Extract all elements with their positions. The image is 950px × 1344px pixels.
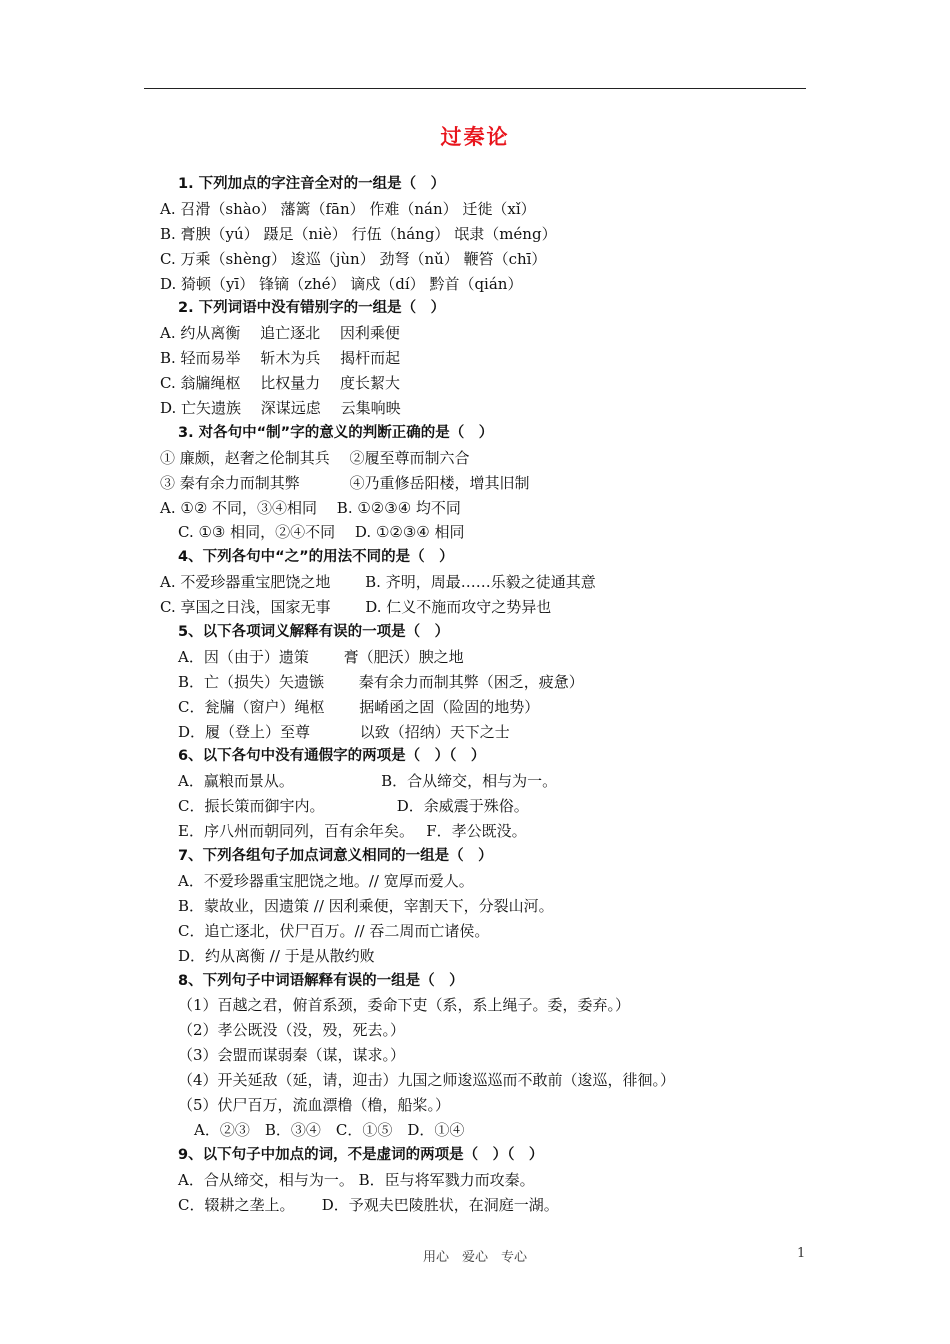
option-line: （4）开关延敌（延，请，迎击）九国之师逡巡巡而不敢前（逡巡，徘徊。） <box>178 1071 676 1090</box>
question-stem: 1. 下列加点的字注音全对的一组是（ ） <box>178 176 446 192</box>
question-stem: 4、下列各句中“之”的用法不同的是（ ） <box>178 549 454 566</box>
option-line: A．不爱珍器重宝肥饶之地。// 宽厚而爱人。 <box>178 871 474 890</box>
option-line: B．亡（损失）矢遗镞 秦有余力而制其弊（困乏，疲惫） <box>178 672 584 691</box>
option-line: A．合从缔交，相与为一。 B．臣与将军戮力而攻秦。 <box>178 1170 535 1189</box>
question-stem: 5、以下各项词义解释有误的一项是（ ） <box>178 624 450 641</box>
option-line: D. 亡矢遗族 深谋远虑 云集响映 <box>160 399 401 418</box>
option-line: A．②③ B．③④ C．①⑤ D．①④ <box>194 1120 465 1139</box>
option-line: D．约从离衡 // 于是从散约败 <box>178 946 375 965</box>
question-stem: 2. 下列词语中没有错别字的一组是（ ） <box>178 300 446 317</box>
option-line: ① 廉颇，赵奢之伦制其兵 ②履至尊而制六合 <box>160 448 470 467</box>
question-stem: 8、下列句子中词语解释有误的一组是（ ） <box>178 972 464 989</box>
option-line: C．瓮牖（窗户）绳枢 据崤函之固（险固的地势） <box>178 697 540 716</box>
option-line: C. 享国之日浅，国家无事 D. 仁义不施而攻守之势异也 <box>160 598 552 617</box>
option-line: （3）会盟而谋弱秦（谋，谋求。） <box>178 1046 406 1065</box>
option-line: A．因（由于）遗策 膏（肥沃）腴之地 <box>178 647 464 666</box>
option-line: C．辍耕之垄上。 D．予观夫巴陵胜状，在洞庭一湖。 <box>178 1195 559 1214</box>
option-line: A．赢粮而景从。 B．合从缔交，相与为一。 <box>178 772 558 791</box>
option-line: E．序八州而朝同列，百有余年矣。 F．孝公既没。 <box>178 822 527 841</box>
header-rule <box>144 88 806 89</box>
option-line: A. 召滑（shào） 藩篱（fān） 作难（nán） 迁徙（xǐ） <box>160 199 536 218</box>
option-line: B. 轻而易举 斩木为兵 揭杆而起 <box>160 349 401 368</box>
option-line: A. 不爱珍器重宝肥饶之地 B. 齐明，周最……乐毅之徒通其意 <box>160 573 596 592</box>
document-body <box>160 172 820 1217</box>
question-stem: 6、以下各句中没有通假字的两项是（ ）（ ） <box>178 748 486 765</box>
option-line: ③ 秦有余力而制其弊 ④乃重修岳阳楼，增其旧制 <box>160 473 530 492</box>
option-line: C. 万乘（shèng） 逡巡（jùn） 劲弩（nǔ） 鞭笞（chī） <box>160 249 547 268</box>
option-line: C．追亡逐北，伏尸百万。// 吞二周而亡诸侯。 <box>178 921 490 940</box>
option-line: （5）伏尸百万，流血漂橹（橹，船桨。） <box>178 1095 451 1114</box>
question-stem: 9、以下句子中加点的词，不是虚词的两项是（ ）（ ） <box>178 1146 544 1163</box>
page-number: 1 <box>797 1246 806 1261</box>
option-line: C．振长策而御宇内。 D．余威震于殊俗。 <box>178 797 529 816</box>
page-footer: 用心 爱心 专心 <box>422 1250 527 1265</box>
option-line: D. 猗顿（yī） 锋镝（zhé） 谪戍（dí） 黔首（qián） <box>160 274 523 293</box>
page-title: 过秦论 <box>440 125 510 149</box>
option-line: B．蒙故业，因遗策 // 因利乘便，宰割天下，分裂山河。 <box>178 896 554 915</box>
option-line: A. ①② 不同，③④相同 B. ①②③④ 均不同 <box>160 498 461 517</box>
option-line: C. ①③ 相同，②④不同 D. ①②③④ 相同 <box>178 523 465 542</box>
option-line: （1）百越之君，俯首系颈，委命下吏（系，系上绳子。委，委弃。） <box>178 996 631 1015</box>
option-line: A. 约从离衡 追亡逐北 因利乘便 <box>160 324 400 343</box>
option-line: B. 膏腴（yú） 蹑足（niè） 行伍（háng） 氓隶（méng） <box>160 224 557 243</box>
option-line: D．履（登上）至尊 以致（招纳）天下之士 <box>178 722 510 741</box>
question-stem: 3. 对各句中“制”字的意义的判断正确的是（ ） <box>178 424 494 441</box>
question-stem: 7、下列各组句子加点词意义相同的一组是（ ） <box>178 848 493 865</box>
option-line: （2）孝公既没（没，殁，死去。） <box>178 1021 406 1040</box>
option-line: C. 翁牖绳枢 比权量力 度长絜大 <box>160 374 401 393</box>
